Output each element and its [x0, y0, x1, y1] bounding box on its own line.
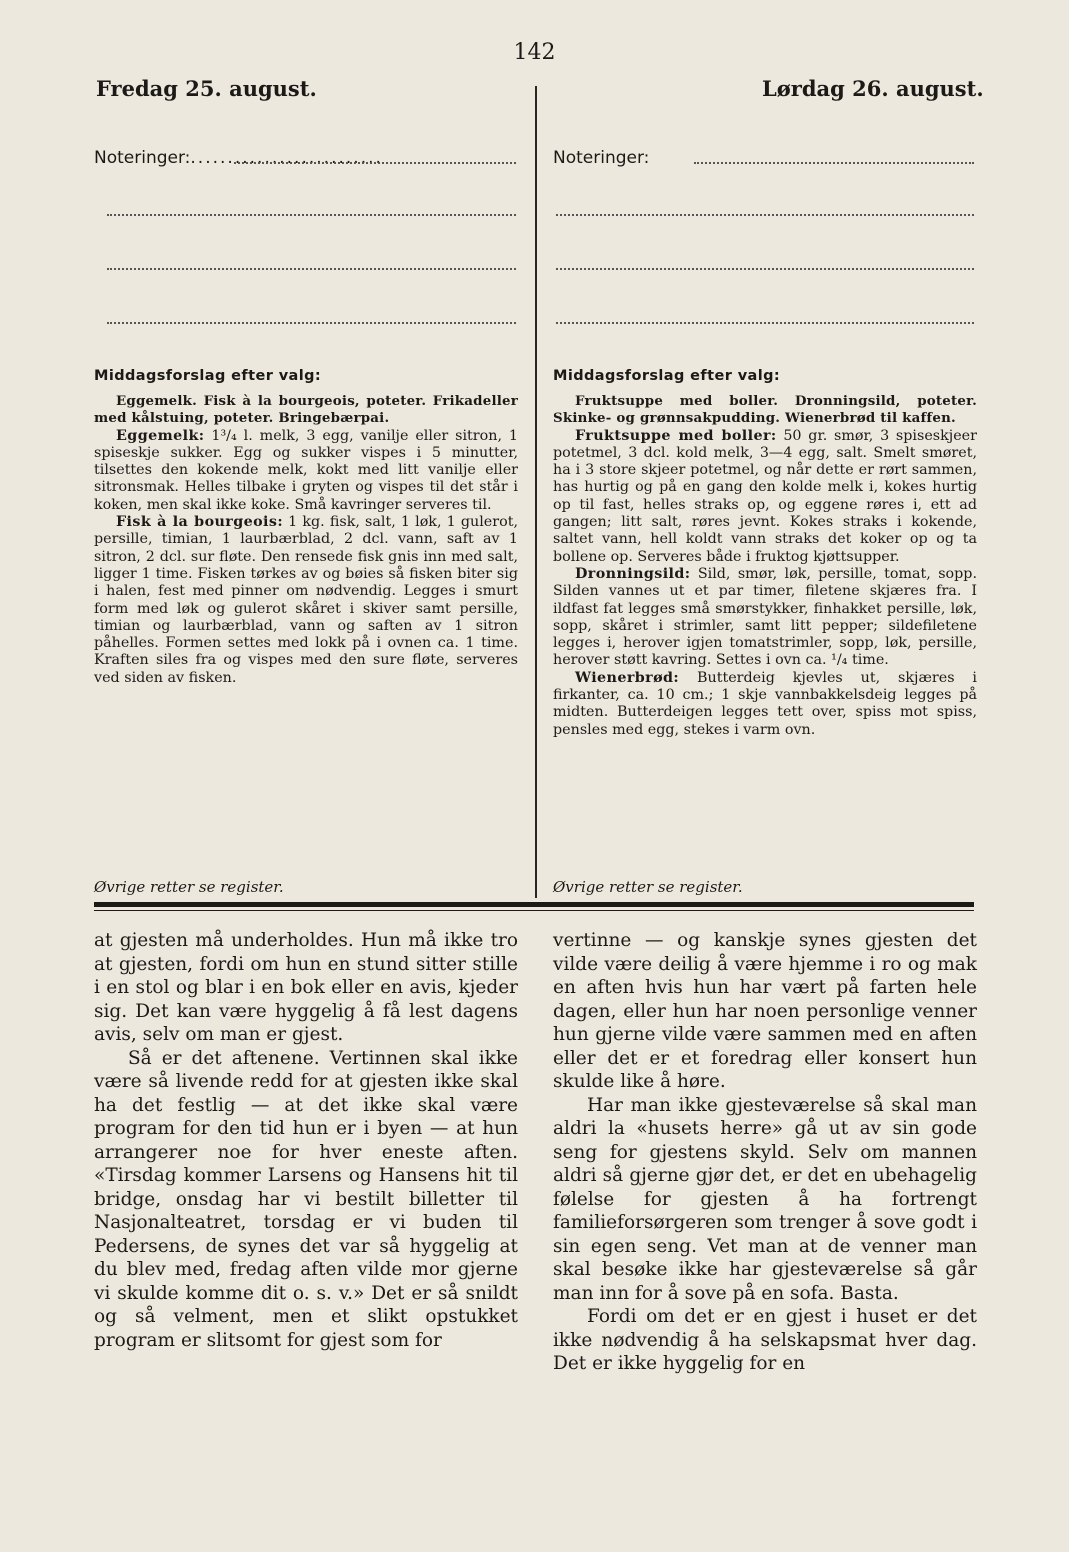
column-divider — [535, 86, 537, 898]
page-number: 142 — [513, 40, 556, 65]
article-paragraph: Fordi om det er en gjest i huset er det ikke nødvendig å ha selskapsmat hver dag. Det er ikke hyggelig for en — [553, 1306, 977, 1374]
notes-line-left-2 — [107, 214, 516, 216]
notes-line-left-4 — [107, 322, 516, 324]
article-paragraph: vertinne — og kanskje synes gjesten det vilde være deilig å være hjemme i ro og mak en aften hvis hun har vært på farten hele dagen, eller hun har noen personlige venner hun gjerne vilde være sammen med en aften eller det er et foredrag eller konsert hun skulde like å høre. — [553, 930, 977, 1092]
day-title-left: Fredag 25. august. — [96, 76, 317, 101]
recipes-left — [94, 393, 518, 687]
notes-line-right-2 — [556, 214, 974, 216]
recipe-eggemelk: Eggemelk: 1³/₄ l. melk, 3 egg, vanilje eller sitron, 1 spiseskje sukker. Egg og sukker vispes i 5 minutter, tilsettes den kokende melk, kokt med litt vanilje eller sitronsmak. Helles tilbake i gryten og vispes til det står i koken, men skal ikke koke. Små kavringer serveres til. — [94, 427, 518, 513]
notes-line-right-3 — [556, 268, 974, 270]
section-rule-thick — [94, 902, 974, 907]
notes-label-left: Noteringer:.......................... — [94, 148, 383, 168]
article-left-column — [94, 929, 518, 1352]
register-note-left: Øvrige retter se register. — [94, 878, 284, 896]
recipe-dronningsild: Dronningsild: Sild, smør, løk, persille, tomat, sopp. Silden vannes ut et par timer, filetene skjæres fra. I ildfast fat legges små smørstykker, finhakket persille, løk, sopp, skåret i strimler, samt litt pepper; sildefiletene legges i, herover igjen tomatstrimler, sopp, løk, persille, herover støtt kavring. Settes i ovn ca. ¹/₄ time. — [553, 565, 977, 669]
recipe-fruktsuppe: Fruktsuppe med boller: 50 gr. smør, 3 spiseskjeer potetmel, 3 dcl. kold melk, 3—4 egg, salt. Smelt smøret, ha i 3 store skjeer potetmel, og når dette er rørt sammen, has hurtig og på en gang den kolde melk i, kokes hurtig op til fast, helles straks op, og eggene røres i, ett ad gangen; litt salt, røres jevnt. Kokes straks i kokende, saltet vann, hell koldt vann straks det koker op og ta bollene op. Serveres både i fruktog kjøttsupper. — [553, 427, 977, 565]
day-title-right: Lørdag 26. august. — [762, 76, 984, 101]
section-rule-thin — [94, 910, 974, 911]
recipes-right — [553, 393, 977, 739]
article-paragraph: at gjesten må underholdes. Hun må ikke tro at gjesten, fordi om hun en stund sitter stille i en stol og blar i en bok eller en avis, kjeder sig. Det kan være hyggelig å få lest dagens avis, selv om man er gjest. — [94, 930, 518, 1045]
article-right-column — [553, 929, 977, 1376]
article-paragraph: Har man ikke gjesteværelse så skal man aldri la «husets herre» gå ut av sin gode seng for gjestens skyld. Selv om mannen aldri så gjerne gjør det, er det en ubehagelig følelse for gjesten å ha fortrengt familieforsørgeren som trenger å sove godt i sin egen seng. Vet man at de venner man skal besøke ikke har gjesteværelse så går man inn for å sove på en sofa. Basta. — [553, 1094, 977, 1304]
article-paragraph: Så er det aftenene. Vertinnen skal ikke være så livende redd for at gjesten ikke skal ha det festlig — at det ikke skal være program for den tid hun er i byen — at hun arrangerer noe for hver eneste aften. «Tirsdag kommer Larsens og Hansens hit til bridge, onsdag har vi bestilt billetter til Nasjonalteatret, torsdag er vi buden til Pedersens, de synes det var så hyggelig at du blev med, fredag aften vilde mor gjerne vi skulde komme dit o. s. v.» Det er så snildt og så velment, men et slikt opstukket program er slitsomt for gjest som for — [94, 1047, 518, 1351]
dinner-intro-left: Eggemelk. Fisk à la bourgeois, poteter. Frikadeller med kålstuing, poteter. Bringebærpai. — [94, 393, 518, 427]
notes-line-left-1 — [234, 162, 516, 164]
recipe-fisk-a-la-bourgeois: Fisk à la bourgeois: 1 kg. fisk, salt, 1 løk, 1 gulerot, persille, timian, 1 laurbærblad, 2 dcl. vann, saft av 1 sitron, 2 dcl. sur fløte. Den rensede fisk gnis inn med salt, ligger 1 time. Fisken tørkes av og bøies så fisken biter sig i halen, fest med pinner om nødvendig. Legges i smurt form med løk og gulerot skåret i skiver samt persille, timian og laurbærblad, vann og saften av 1 sitron påhelles. Formen settes med lokk på i ovnen ca. 1 time. Kraften siles fra og vispes med den sure fløte, serveres ved siden av fisken. — [94, 514, 518, 686]
notes-line-right-1 — [694, 162, 974, 164]
dinner-intro-right: Fruktsuppe med boller. Dronningsild, poteter. Skinke- og grønnsakpudding. Wienerbrød til kaffen. — [553, 393, 977, 427]
recipe-wienerbrod: Wienerbrød: Butterdeig kjevles ut, skjæres i firkanter, ca. 10 cm.; 1 skje vannbakkelsdeig legges på midten. Butterdeigen legges tett over, spiss mot spiss, pensles med egg, stekes i varm ovn. — [553, 669, 977, 738]
register-note-right: Øvrige retter se register. — [553, 878, 743, 896]
notes-line-right-4 — [556, 322, 974, 324]
dinner-heading-left: Middagsforslag efter valg: — [94, 368, 322, 384]
notes-label-right: Noteringer: — [553, 148, 650, 168]
notes-line-left-3 — [107, 268, 516, 270]
dinner-heading-right: Middagsforslag efter valg: — [553, 368, 781, 384]
